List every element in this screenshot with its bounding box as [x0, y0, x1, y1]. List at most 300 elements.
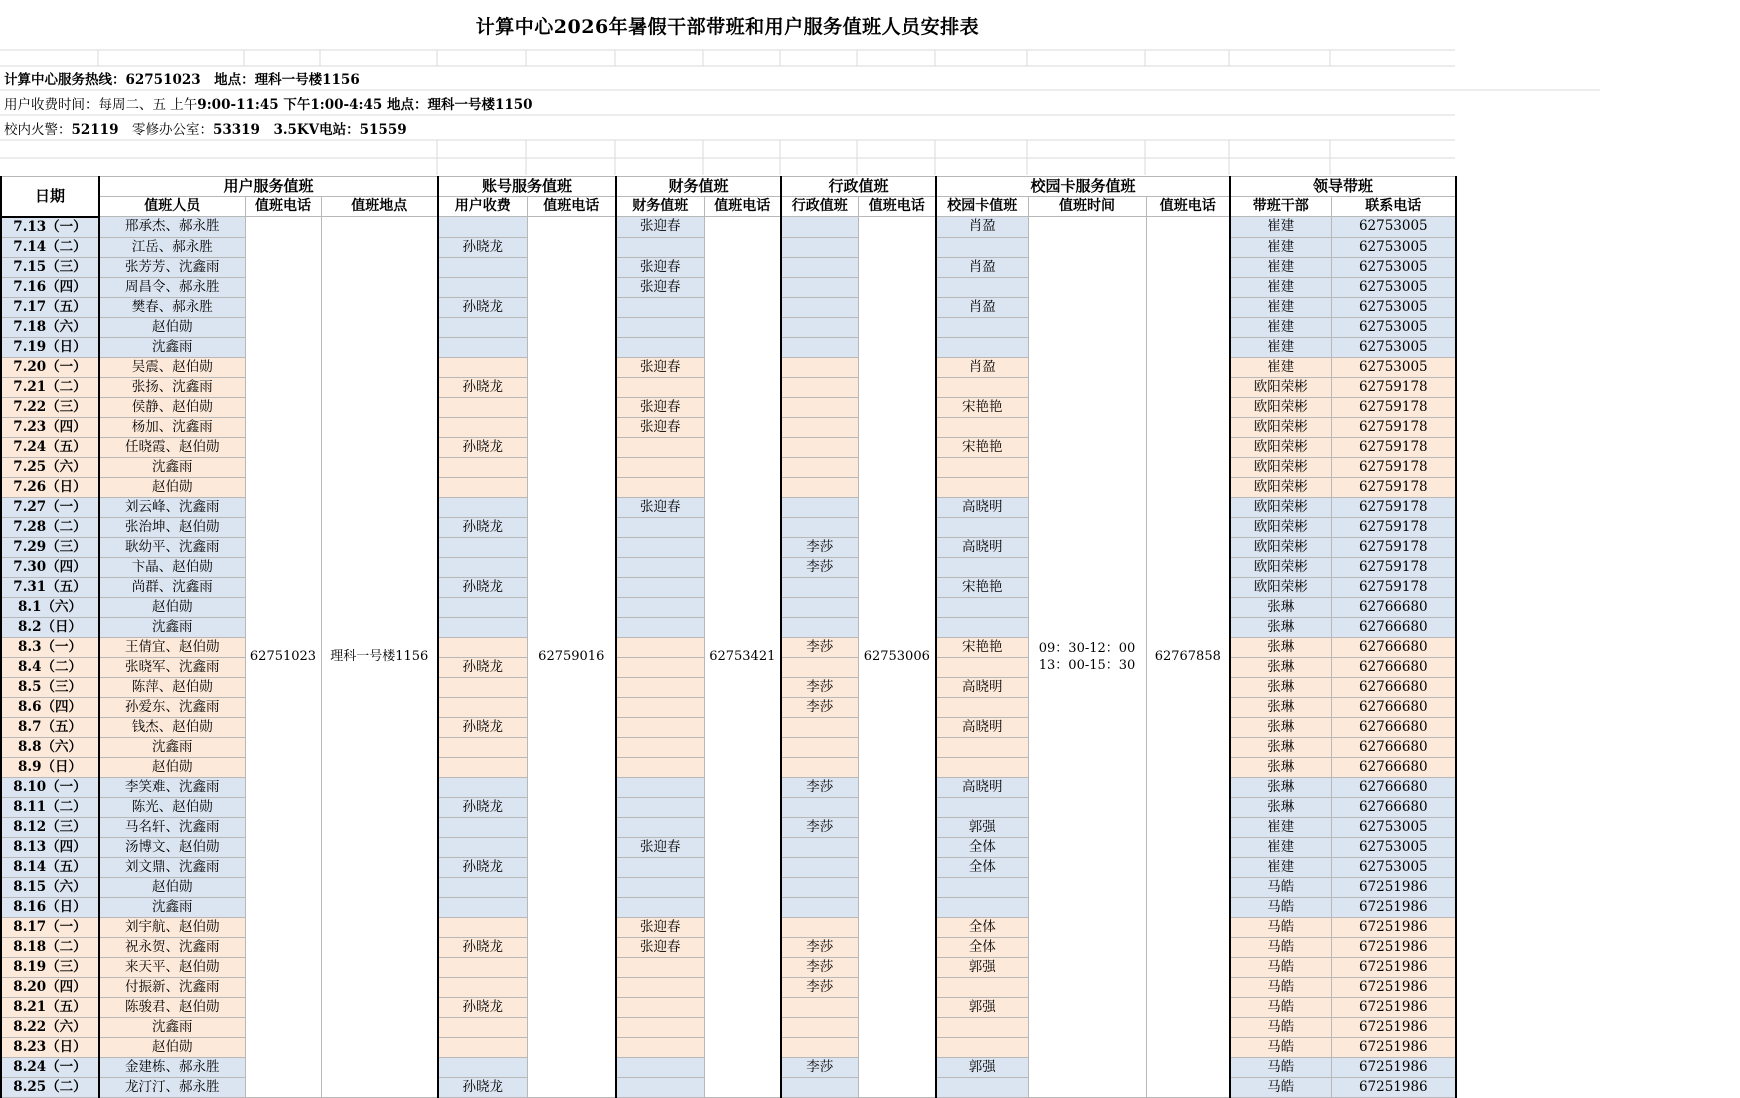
staff-cell: 陈萍、赵伯勋: [99, 677, 245, 697]
schedule-body: [1, 217, 1456, 1098]
group-header-row: [1, 177, 1456, 197]
fee-cell: 孙晓龙: [438, 1077, 527, 1097]
col-card-duty: 校园卡值班: [936, 197, 1028, 217]
leader-cell: 欧阳荣彬: [1230, 437, 1331, 457]
staff-cell: 侯静、赵伯勋: [99, 397, 245, 417]
finance-cell: 张迎春: [616, 497, 704, 517]
staff-cell: 江岳、郝永胜: [99, 237, 245, 257]
group-campus-card: 校园卡服务值班: [936, 177, 1230, 197]
admin-cell: [781, 437, 858, 457]
card-cell: [936, 337, 1028, 357]
fee-cell: [438, 357, 527, 377]
staff-cell: 付振新、沈鑫雨: [99, 977, 245, 997]
date-cell: 8.1（六）: [1, 597, 99, 617]
repair-office-label: 零修办公室：: [131, 122, 213, 138]
date-cell: 7.25（六）: [1, 457, 99, 477]
finance-cell: [616, 757, 704, 777]
finance-cell: 张迎春: [616, 217, 704, 238]
admin-cell: [781, 1077, 858, 1097]
leader-cell: 崔建: [1230, 237, 1331, 257]
card-cell: [936, 457, 1028, 477]
staff-cell: 赵伯勋: [99, 317, 245, 337]
leader-phone-cell: 62753005: [1331, 217, 1456, 238]
leader-phone-cell: 67251986: [1331, 977, 1456, 997]
leader-phone-cell: 62759178: [1331, 557, 1456, 577]
card-cell: 高晓明: [936, 777, 1028, 797]
staff-cell: 尚群、沈鑫雨: [99, 577, 245, 597]
leader-phone-cell: 62753005: [1331, 357, 1456, 377]
admin-cell: 李莎: [781, 697, 858, 717]
admin-cell: 李莎: [781, 537, 858, 557]
col-card-phone: 值班电话: [1146, 197, 1230, 217]
leader-phone-cell: 62753005: [1331, 237, 1456, 257]
staff-cell: 刘云峰、沈鑫雨: [99, 497, 245, 517]
card-phone-cell: 62767858: [1146, 217, 1230, 1098]
card-cell: [936, 477, 1028, 497]
staff-cell: 赵伯勋: [99, 877, 245, 897]
card-time-afternoon: 13：00-15：30: [1038, 657, 1136, 673]
col-finance-phone: 值班电话: [704, 197, 781, 217]
staff-cell: 卞晶、赵伯勋: [99, 557, 245, 577]
finance-cell: [616, 677, 704, 697]
leader-phone-cell: 67251986: [1331, 937, 1456, 957]
finance-cell: [616, 337, 704, 357]
admin-cell: [781, 417, 858, 437]
finance-cell: [616, 777, 704, 797]
leader-cell: 张琳: [1230, 637, 1331, 657]
fee-cell: [438, 957, 527, 977]
date-cell: 8.6（四）: [1, 697, 99, 717]
group-user-service: 用户服务值班: [99, 177, 438, 197]
date-cell: 8.13（四）: [1, 837, 99, 857]
leader-phone-cell: 62766680: [1331, 717, 1456, 737]
date-cell: 7.21（二）: [1, 377, 99, 397]
col-admin-duty: 行政值班: [781, 197, 858, 217]
group-finance: 财务值班: [616, 177, 781, 197]
phones-line: [4, 118, 407, 138]
date-cell: 8.7（五）: [1, 717, 99, 737]
card-cell: 肖盈: [936, 297, 1028, 317]
card-cell: 高晓明: [936, 677, 1028, 697]
leader-phone-cell: 62766680: [1331, 657, 1456, 677]
finance-cell: [616, 297, 704, 317]
leader-phone-cell: 62759178: [1331, 417, 1456, 437]
card-cell: [936, 237, 1028, 257]
date-cell: 8.2（日）: [1, 617, 99, 637]
date-cell: 8.12（三）: [1, 817, 99, 837]
date-cell: 8.11（二）: [1, 797, 99, 817]
card-cell: 肖盈: [936, 217, 1028, 238]
date-cell: 8.9（日）: [1, 757, 99, 777]
finance-cell: 张迎春: [616, 397, 704, 417]
staff-cell: 汤博文、赵伯勋: [99, 837, 245, 857]
staff-cell: 钱杰、赵伯勋: [99, 717, 245, 737]
leader-phone-cell: 67251986: [1331, 877, 1456, 897]
leader-phone-cell: 67251986: [1331, 1037, 1456, 1057]
finance-cell: [616, 457, 704, 477]
finance-cell: [616, 477, 704, 497]
leader-phone-cell: 62753005: [1331, 317, 1456, 337]
leader-cell: 张琳: [1230, 617, 1331, 637]
leader-cell: 欧阳荣彬: [1230, 397, 1331, 417]
date-cell: 8.5（三）: [1, 677, 99, 697]
admin-cell: 李莎: [781, 677, 858, 697]
staff-cell: 马名轩、沈鑫雨: [99, 817, 245, 837]
card-cell: [936, 317, 1028, 337]
fee-cell: [438, 1057, 527, 1077]
fee-cell: [438, 557, 527, 577]
fee-cell: 孙晓龙: [438, 517, 527, 537]
leader-cell: 张琳: [1230, 757, 1331, 777]
card-cell: 肖盈: [936, 357, 1028, 377]
schedule-row: [1, 217, 1456, 238]
leader-cell: 张琳: [1230, 657, 1331, 677]
date-cell: 8.24（一）: [1, 1057, 99, 1077]
col-user-phone: 值班电话: [245, 197, 321, 217]
leader-phone-cell: 62766680: [1331, 797, 1456, 817]
fee-cell: 孙晓龙: [438, 717, 527, 737]
finance-cell: 张迎春: [616, 937, 704, 957]
leader-cell: 崔建: [1230, 817, 1331, 837]
leader-cell: 崔建: [1230, 217, 1331, 238]
finance-cell: [616, 977, 704, 997]
card-cell: [936, 657, 1028, 677]
admin-cell: [781, 897, 858, 917]
card-cell: [936, 757, 1028, 777]
finance-cell: [616, 1037, 704, 1057]
staff-cell: 杨加、沈鑫雨: [99, 417, 245, 437]
staff-cell: 任晓霞、赵伯勋: [99, 437, 245, 457]
leader-cell: 崔建: [1230, 297, 1331, 317]
col-card-time: 值班时间: [1028, 197, 1146, 217]
leader-phone-cell: 62759178: [1331, 457, 1456, 477]
date-cell: 8.14（五）: [1, 857, 99, 877]
date-cell: 7.23（四）: [1, 417, 99, 437]
fee-cell: [438, 477, 527, 497]
col-location: 值班地点: [321, 197, 438, 217]
date-cell: 7.14（二）: [1, 237, 99, 257]
card-cell: 郭强: [936, 997, 1028, 1017]
finance-cell: [616, 877, 704, 897]
admin-cell: [781, 877, 858, 897]
card-cell: [936, 897, 1028, 917]
fee-cell: [438, 337, 527, 357]
card-cell: 全体: [936, 837, 1028, 857]
admin-cell: 李莎: [781, 817, 858, 837]
card-cell: [936, 557, 1028, 577]
admin-cell: [781, 917, 858, 937]
fee-cell: [438, 817, 527, 837]
admin-cell: 李莎: [781, 557, 858, 577]
finance-cell: [616, 797, 704, 817]
fee-cell: 孙晓龙: [438, 577, 527, 597]
admin-cell: [781, 337, 858, 357]
leader-cell: 马皓: [1230, 937, 1331, 957]
finance-cell: 张迎春: [616, 417, 704, 437]
date-cell: 7.22（三）: [1, 397, 99, 417]
leader-phone-cell: 62753005: [1331, 337, 1456, 357]
leader-cell: 崔建: [1230, 277, 1331, 297]
leader-cell: 张琳: [1230, 797, 1331, 817]
staff-cell: 李笑难、沈鑫雨: [99, 777, 245, 797]
leader-phone-cell: 62766680: [1331, 777, 1456, 797]
card-cell: [936, 617, 1028, 637]
leader-cell: 欧阳荣彬: [1230, 497, 1331, 517]
card-cell: 郭强: [936, 957, 1028, 977]
leader-cell: 欧阳荣彬: [1230, 477, 1331, 497]
leader-phone-cell: 62759178: [1331, 377, 1456, 397]
staff-cell: 王倩宜、赵伯勋: [99, 637, 245, 657]
finance-cell: [616, 317, 704, 337]
staff-cell: 沈鑫雨: [99, 897, 245, 917]
fee-cell: [438, 317, 527, 337]
fee-cell: [438, 497, 527, 517]
card-cell: [936, 877, 1028, 897]
finance-cell: [616, 597, 704, 617]
power-station-label: 3.5KV电站：: [273, 122, 360, 138]
admin-cell: 李莎: [781, 1057, 858, 1077]
finance-cell: [616, 1017, 704, 1037]
staff-cell: 樊春、郝永胜: [99, 297, 245, 317]
finance-cell: [616, 537, 704, 557]
date-cell: 7.18（六）: [1, 317, 99, 337]
leader-phone-cell: 62766680: [1331, 757, 1456, 777]
leader-phone-cell: 62759178: [1331, 437, 1456, 457]
admin-cell: [781, 797, 858, 817]
leader-cell: 马皓: [1230, 957, 1331, 977]
repair-office-value: 53319: [212, 122, 274, 138]
leader-phone-cell: 62753005: [1331, 297, 1456, 317]
fee-cell: [438, 977, 527, 997]
date-cell: 7.16（四）: [1, 277, 99, 297]
staff-cell: 张芳芳、沈鑫雨: [99, 257, 245, 277]
date-cell: 8.4（二）: [1, 657, 99, 677]
col-leader: 带班干部: [1230, 197, 1331, 217]
card-time-cell: [1028, 217, 1146, 1098]
staff-cell: 陈光、赵伯勋: [99, 797, 245, 817]
staff-cell: 沈鑫雨: [99, 617, 245, 637]
group-admin: 行政值班: [781, 177, 936, 197]
admin-cell: 李莎: [781, 957, 858, 977]
leader-phone-cell: 62766680: [1331, 677, 1456, 697]
leader-phone-cell: 67251986: [1331, 1077, 1456, 1097]
finance-cell: 张迎春: [616, 357, 704, 377]
leader-phone-cell: 62759178: [1331, 577, 1456, 597]
date-cell: 7.30（四）: [1, 557, 99, 577]
leader-cell: 崔建: [1230, 257, 1331, 277]
leader-cell: 张琳: [1230, 737, 1331, 757]
date-cell: 8.3（一）: [1, 637, 99, 657]
fee-cell: [438, 257, 527, 277]
staff-cell: 耿幼平、沈鑫雨: [99, 537, 245, 557]
fee-cell: 孙晓龙: [438, 377, 527, 397]
leader-phone-cell: 67251986: [1331, 1017, 1456, 1037]
fee-cell: [438, 537, 527, 557]
admin-cell: [781, 737, 858, 757]
date-cell: 8.19（三）: [1, 957, 99, 977]
card-cell: 高晓明: [936, 537, 1028, 557]
finance-cell: [616, 1057, 704, 1077]
finance-phone-cell: 62753421: [704, 217, 781, 1098]
fee-hours-label: 用户收费时间：每周二、五 上午: [4, 97, 198, 113]
leader-phone-cell: 62753005: [1331, 857, 1456, 877]
leader-cell: 欧阳荣彬: [1230, 517, 1331, 537]
finance-cell: [616, 737, 704, 757]
date-cell: 8.8（六）: [1, 737, 99, 757]
admin-cell: [781, 857, 858, 877]
date-cell: 8.10（一）: [1, 777, 99, 797]
leader-cell: 张琳: [1230, 697, 1331, 717]
fee-cell: [438, 417, 527, 437]
staff-cell: 赵伯勋: [99, 1037, 245, 1057]
leader-phone-cell: 62766680: [1331, 617, 1456, 637]
fee-cell: [438, 457, 527, 477]
staff-cell: 沈鑫雨: [99, 457, 245, 477]
leader-cell: 欧阳荣彬: [1230, 417, 1331, 437]
fee-cell: 孙晓龙: [438, 997, 527, 1017]
card-cell: [936, 1037, 1028, 1057]
fee-cell: [438, 637, 527, 657]
card-cell: [936, 977, 1028, 997]
fee-cell: 孙晓龙: [438, 857, 527, 877]
date-cell: 8.20（四）: [1, 977, 99, 997]
finance-cell: 张迎春: [616, 257, 704, 277]
leader-phone-cell: 67251986: [1331, 997, 1456, 1017]
staff-cell: 张治坤、赵伯勋: [99, 517, 245, 537]
card-cell: 高晓明: [936, 717, 1028, 737]
fee-cell: [438, 277, 527, 297]
admin-cell: [781, 357, 858, 377]
fee-cell: [438, 697, 527, 717]
leader-cell: 马皓: [1230, 877, 1331, 897]
col-leader-phone: 联系电话: [1331, 197, 1456, 217]
card-cell: [936, 697, 1028, 717]
leader-phone-cell: 62759178: [1331, 517, 1456, 537]
date-cell: 8.25（二）: [1, 1077, 99, 1097]
leader-cell: 崔建: [1230, 337, 1331, 357]
date-cell: 8.18（二）: [1, 937, 99, 957]
staff-cell: 赵伯勋: [99, 757, 245, 777]
leader-phone-cell: 67251986: [1331, 897, 1456, 917]
staff-cell: 祝永贺、沈鑫雨: [99, 937, 245, 957]
card-cell: 宋艳艳: [936, 397, 1028, 417]
staff-cell: 邢承杰、郝永胜: [99, 217, 245, 238]
date-cell: 7.19（日）: [1, 337, 99, 357]
col-finance-duty: 财务值班: [616, 197, 704, 217]
leader-cell: 马皓: [1230, 1077, 1331, 1097]
leader-phone-cell: 67251986: [1331, 917, 1456, 937]
admin-cell: [781, 477, 858, 497]
date-cell: 7.20（一）: [1, 357, 99, 377]
finance-cell: [616, 957, 704, 977]
finance-cell: [616, 1077, 704, 1097]
card-cell: [936, 737, 1028, 757]
column-header-row: [1, 197, 1456, 217]
leader-cell: 张琳: [1230, 597, 1331, 617]
col-staff: 值班人员: [99, 197, 245, 217]
admin-cell: [781, 317, 858, 337]
admin-cell: [781, 257, 858, 277]
admin-cell: [781, 1037, 858, 1057]
finance-cell: [616, 437, 704, 457]
finance-cell: 张迎春: [616, 277, 704, 297]
fee-cell: [438, 897, 527, 917]
admin-cell: [781, 597, 858, 617]
finance-cell: [616, 997, 704, 1017]
card-cell: [936, 417, 1028, 437]
leader-cell: 马皓: [1230, 1057, 1331, 1077]
date-cell: 8.16（日）: [1, 897, 99, 917]
finance-cell: [616, 377, 704, 397]
leader-phone-cell: 62753005: [1331, 257, 1456, 277]
finance-cell: 张迎春: [616, 837, 704, 857]
finance-cell: [616, 577, 704, 597]
card-cell: [936, 377, 1028, 397]
fee-cell: 孙晓龙: [438, 237, 527, 257]
fee-cell: [438, 597, 527, 617]
staff-cell: 赵伯勋: [99, 597, 245, 617]
admin-cell: [781, 297, 858, 317]
date-cell: 7.13（一）: [1, 217, 99, 238]
leader-cell: 马皓: [1230, 1037, 1331, 1057]
date-header: 日期: [1, 177, 99, 217]
leader-phone-cell: 67251986: [1331, 957, 1456, 977]
fee-cell: [438, 917, 527, 937]
finance-cell: [616, 237, 704, 257]
leader-cell: 崔建: [1230, 357, 1331, 377]
leader-cell: 欧阳荣彬: [1230, 457, 1331, 477]
card-cell: [936, 797, 1028, 817]
finance-cell: [616, 717, 704, 737]
leader-cell: 崔建: [1230, 857, 1331, 877]
fee-cell: [438, 877, 527, 897]
card-cell: 郭强: [936, 817, 1028, 837]
finance-cell: [616, 657, 704, 677]
leader-cell: 张琳: [1230, 717, 1331, 737]
card-cell: [936, 597, 1028, 617]
card-cell: [936, 1017, 1028, 1037]
fee-cell: [438, 1017, 527, 1037]
leader-cell: 马皓: [1230, 997, 1331, 1017]
staff-cell: 赵伯勋: [99, 477, 245, 497]
admin-cell: 李莎: [781, 637, 858, 657]
leader-cell: 马皓: [1230, 917, 1331, 937]
staff-cell: 刘文鼎、沈鑫雨: [99, 857, 245, 877]
leader-cell: 马皓: [1230, 1017, 1331, 1037]
service-hotline-line: 计算中心服务热线：62751023 地点：理科一号楼1156: [4, 72, 360, 88]
leader-phone-cell: 62759178: [1331, 397, 1456, 417]
date-cell: 7.29（三）: [1, 537, 99, 557]
date-cell: 7.26（日）: [1, 477, 99, 497]
card-cell: 宋艳艳: [936, 637, 1028, 657]
finance-cell: [616, 817, 704, 837]
admin-cell: [781, 377, 858, 397]
staff-cell: 沈鑫雨: [99, 1017, 245, 1037]
finance-cell: [616, 517, 704, 537]
card-cell: 肖盈: [936, 257, 1028, 277]
page-title: 计算中心2026年暑假干部带班和用户服务值班人员安排表: [475, 15, 980, 38]
fee-hours-value: 9:00-11:45 下午1:00-4:45 地点：理科一号楼1150: [197, 97, 533, 113]
leader-cell: 张琳: [1230, 677, 1331, 697]
card-cell: [936, 1077, 1028, 1097]
card-cell: [936, 517, 1028, 537]
finance-cell: [616, 897, 704, 917]
admin-cell: [781, 617, 858, 637]
user-phone-cell: 62751023: [245, 217, 321, 1098]
staff-cell: 张晓军、沈鑫雨: [99, 657, 245, 677]
fee-cell: 孙晓龙: [438, 937, 527, 957]
staff-cell: 沈鑫雨: [99, 737, 245, 757]
